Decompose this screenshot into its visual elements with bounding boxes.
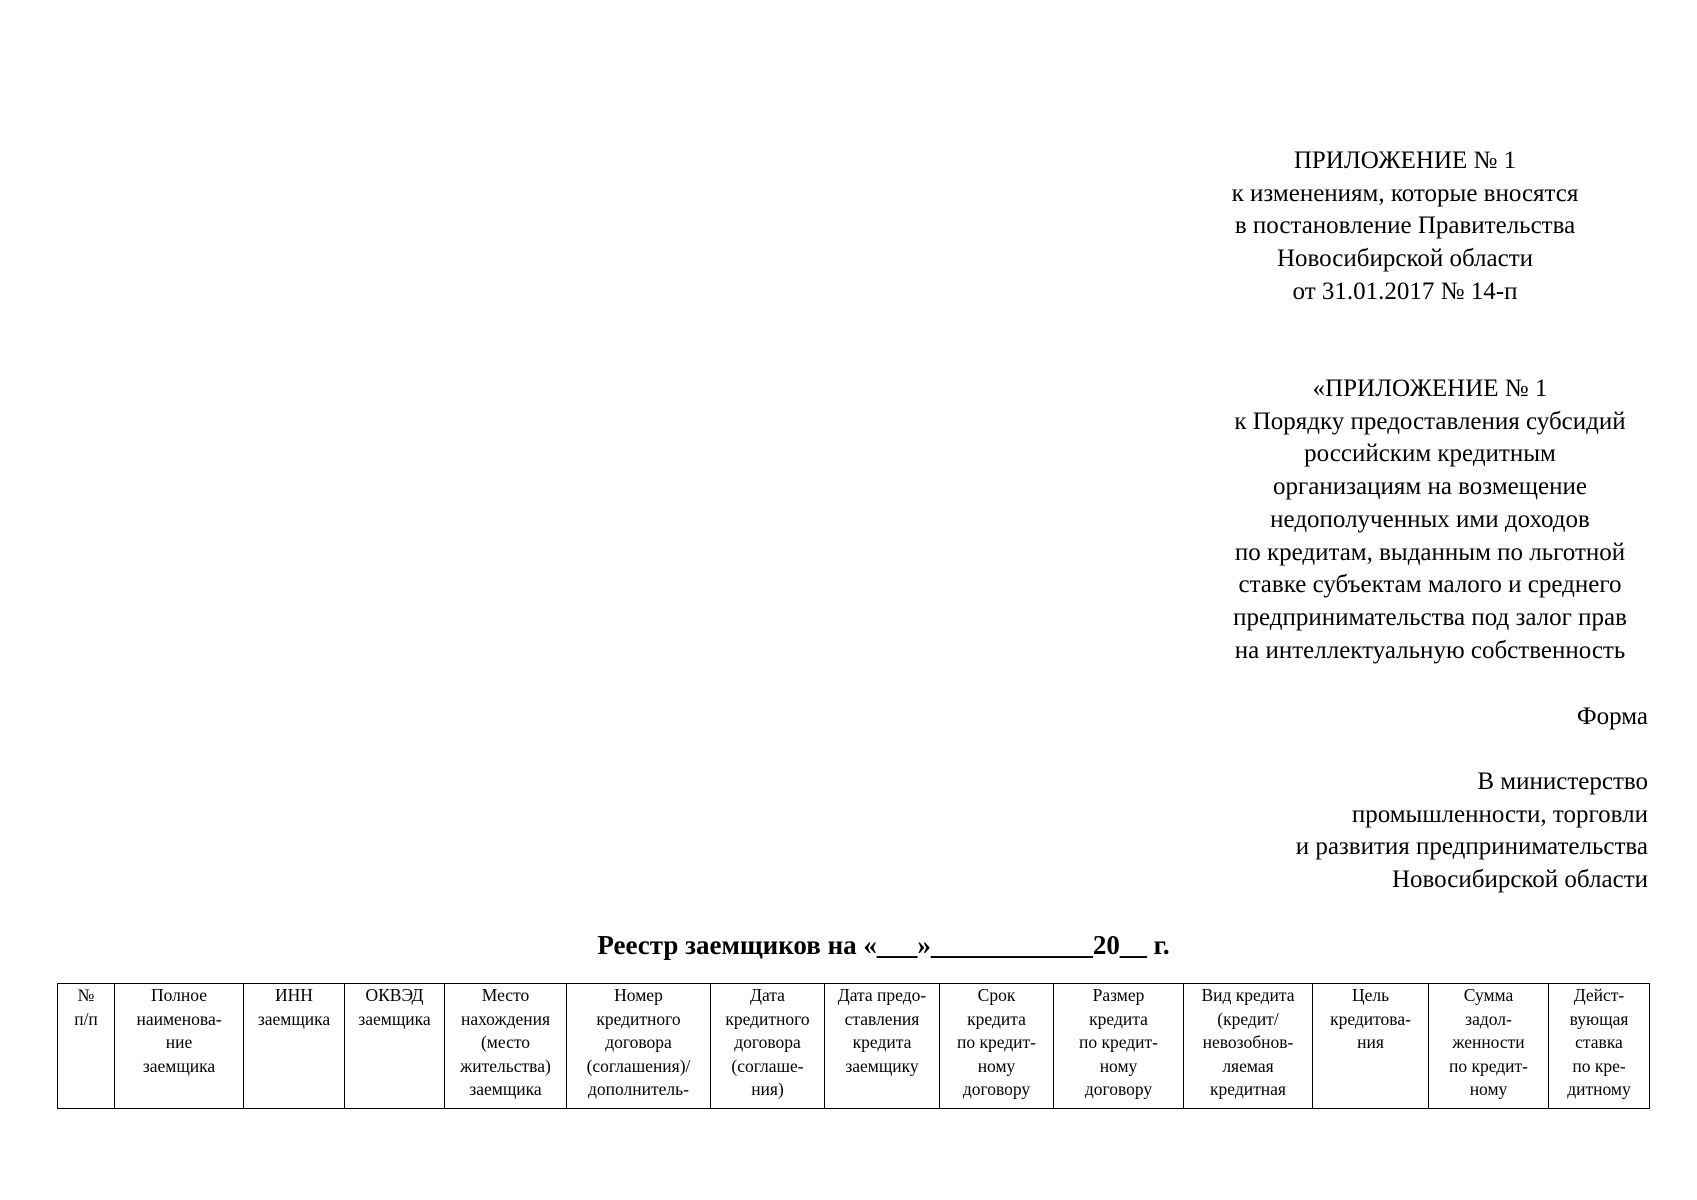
column-header <box>345 984 445 1109</box>
column-header <box>58 984 115 1109</box>
appendix-header-line: в постановление Правительства <box>1234 212 1576 240</box>
column-header-line: наименова- <box>136 1008 222 1029</box>
column-header-line: кредитного <box>596 1008 681 1029</box>
column-header-line: задол- <box>1465 1008 1512 1029</box>
procedure-header-line: по кредитам, выданным по льготной <box>1234 538 1626 566</box>
registry-title: Реестр заемщиков на «___»____________20__ г. <box>597 930 1170 960</box>
column-header-line: нахождения <box>460 1008 551 1029</box>
column-header-line: ставка <box>1575 1032 1623 1053</box>
column-header-line: заемщика <box>469 1079 542 1100</box>
column-header <box>1429 984 1549 1109</box>
column-header <box>1054 984 1184 1109</box>
column-header-line: Срок <box>977 985 1016 1005</box>
column-header-line: кредита <box>1089 1008 1148 1029</box>
column-header <box>244 984 345 1109</box>
column-header-line: по кредит- <box>1448 1055 1529 1076</box>
procedure-header-line: «ПРИЛОЖЕНИЕ № 1 <box>1312 375 1548 402</box>
column-header-line: жительства) <box>460 1055 551 1076</box>
column-header-line: ному <box>1099 1055 1138 1076</box>
column-header-line: Место <box>481 985 530 1005</box>
column-header-line: Размер <box>1092 985 1145 1005</box>
column-header-line: Вид кредита <box>1201 985 1295 1005</box>
column-header-line: невозобнов- <box>1202 1032 1294 1053</box>
appendix-header-line: к изменениям, которые вносятся <box>1231 179 1579 207</box>
column-header <box>1313 984 1429 1109</box>
column-header-line: вующая <box>1569 1008 1629 1029</box>
column-header-line: ОКВЭД <box>365 985 424 1005</box>
column-header-line: ния <box>1357 1032 1384 1053</box>
procedure-header-line: организациям на возмещение <box>1273 473 1587 501</box>
column-header-line: заемщика <box>358 1008 431 1029</box>
procedure-header-line: к Порядку предоставления субсидий <box>1234 407 1626 435</box>
form-label-text: Форма <box>1576 703 1648 730</box>
column-header-line: ному <box>977 1055 1016 1076</box>
column-header-line: (соглаше- <box>731 1055 804 1076</box>
column-header <box>1184 984 1313 1109</box>
procedure-header-line: на интеллектуальную собственность <box>1234 636 1626 664</box>
column-header-line: договора <box>605 1032 672 1053</box>
table-header-row <box>58 984 1650 1109</box>
column-header <box>711 984 825 1109</box>
column-header-line: Сумма <box>1463 985 1514 1005</box>
column-header-line: ние <box>165 1032 193 1053</box>
column-header-line: ставления <box>844 1008 920 1029</box>
column-header-line: заемщику <box>845 1055 919 1076</box>
recipient-line: промышленности, торговли <box>1351 800 1648 828</box>
column-header-line: ния) <box>751 1079 784 1100</box>
column-header-line: кредитного <box>725 1008 810 1029</box>
column-header-line: ИНН <box>275 985 313 1005</box>
column-header <box>567 984 711 1109</box>
column-header-line: Номер <box>614 985 663 1005</box>
column-header-line: договору <box>962 1079 1031 1100</box>
column-header-line: ляемая <box>1222 1055 1274 1076</box>
appendix-header <box>1140 145 1670 309</box>
appendix-header-line: от 31.01.2017 № 14-п <box>1292 277 1518 305</box>
procedure-header <box>1165 373 1695 667</box>
column-header-line: Цель <box>1351 985 1390 1005</box>
column-header-line: заемщика <box>142 1055 216 1076</box>
recipient-line: В министерство <box>1477 768 1648 795</box>
column-header-line: Дата <box>750 985 785 1005</box>
column-header-line: кредита <box>967 1008 1026 1029</box>
column-header-line: договору <box>1084 1079 1153 1100</box>
column-header-line: по кредит- <box>956 1032 1037 1053</box>
column-header-line: кредита <box>852 1032 912 1053</box>
column-header-line: по кре- <box>1572 1055 1626 1076</box>
column-header-line: (соглашения)/ <box>586 1055 691 1076</box>
column-header <box>940 984 1054 1109</box>
appendix-header-line: Новосибирской области <box>1276 245 1534 273</box>
column-header <box>825 984 940 1109</box>
column-header-line: кредитная <box>1210 1079 1286 1100</box>
column-header <box>445 984 567 1109</box>
registry-table <box>57 983 1650 1109</box>
column-header-line: заемщика <box>257 1008 331 1029</box>
column-header-line: п/п <box>74 1008 98 1029</box>
procedure-header-line: российским кредитным <box>1304 440 1556 468</box>
column-header-line: Дата предо- <box>837 985 927 1005</box>
column-header-line: кредитова- <box>1330 1008 1411 1029</box>
recipient-block <box>1296 766 1648 897</box>
appendix-header-line: ПРИЛОЖЕНИЕ № 1 <box>1293 147 1517 174</box>
column-header-line: договора <box>734 1032 801 1053</box>
column-header-line: дитному <box>1567 1079 1631 1100</box>
recipient-line: и развития предпринимательства <box>1295 833 1648 861</box>
column-header-line: (кредит/ <box>1217 1008 1279 1029</box>
form-label <box>1577 701 1648 734</box>
column-header <box>115 984 244 1109</box>
column-header <box>1549 984 1650 1109</box>
procedure-header-line: недополученных ими доходов <box>1270 505 1590 533</box>
column-header-line: дополнитель- <box>588 1079 689 1100</box>
recipient-line: Новосибирской области <box>1391 866 1648 894</box>
column-header-line: № <box>77 985 95 1005</box>
column-header-line: женности <box>1452 1032 1525 1053</box>
column-header-line: по кредит- <box>1078 1032 1159 1053</box>
procedure-header-line: предпринимательства под залог прав <box>1233 603 1627 631</box>
column-header-line: Дейст- <box>1573 985 1625 1005</box>
column-header-line: ному <box>1469 1079 1508 1100</box>
procedure-header-line: ставке субъектам малого и среднего <box>1238 571 1622 599</box>
column-header-line: Полное <box>151 985 207 1005</box>
column-header-line: (место <box>480 1032 531 1053</box>
